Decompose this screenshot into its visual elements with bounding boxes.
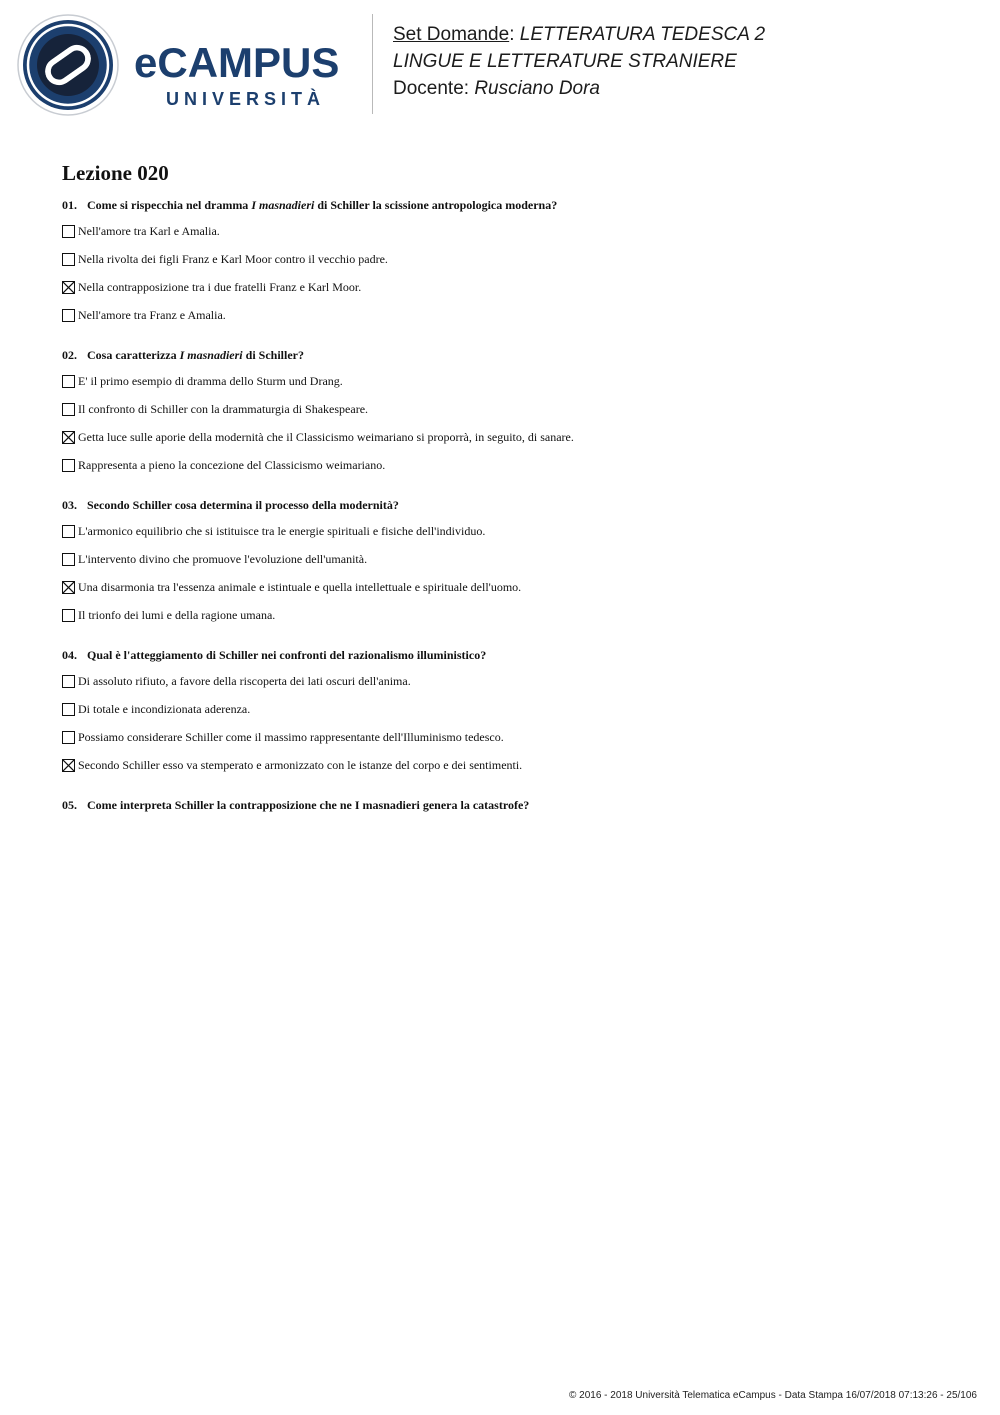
answer-text: Nell'amore tra Karl e Amalia. [78,223,220,238]
header-info [393,21,765,102]
ecampus-logo [16,14,356,116]
checkbox-icon[interactable] [62,459,75,472]
checkbox-icon[interactable] [62,403,75,416]
answer-text: Secondo Schiller esso va stemperato e armonizzato con le istanze del corpo e dei sentimenti. [78,757,523,772]
question-text-italic: I masnadieri [251,198,315,212]
question-text-b: di Schiller? [242,348,304,362]
question-number: 03. [62,498,77,512]
answer-option[interactable] [62,755,962,775]
question-text [62,197,962,213]
checkbox-icon[interactable] [62,731,75,744]
logo-subtitle: UNIVERSITÀ [166,89,326,109]
answer-text: Getta luce sulle aporie della modernità che il Classicismo weimariano si proporrà, in seguito, di sanare. [78,429,574,444]
question-01 [62,197,962,325]
answer-text: Rappresenta a pieno la concezione del Classicismo weimariano. [78,457,386,472]
docente-label: Docente: [393,78,470,99]
answer-option[interactable] [62,305,962,325]
checked-checkbox-icon[interactable] [62,759,75,772]
course-name: LINGUE E LETTERATURE STRANIERE [393,51,737,72]
checkbox-icon[interactable] [62,703,75,716]
question-text-b: di Schiller la scissione antropologica moderna? [314,198,558,212]
checkbox-icon[interactable] [62,375,75,388]
answer-text: Di totale e incondizionata aderenza. [78,701,251,716]
checkbox-icon[interactable] [62,225,75,238]
set-domande-line: Set Domande: LETTERATURA TEDESCA 2 [393,24,766,45]
answer-option[interactable] [62,455,962,475]
answer-text: Una disarmonia tra l'essenza animale e istintuale e quella intellettuale e spirituale dell'uomo. [78,579,522,594]
question-05 [62,797,962,813]
checkbox-icon[interactable] [62,525,75,538]
answer-text: Di assoluto rifiuto, a favore della riscoperta dei lati oscuri dell'anima. [78,673,411,688]
question-number: 01. [62,198,77,212]
checked-checkbox-icon[interactable] [62,581,75,594]
answer-option[interactable] [62,549,962,569]
answer-text: L'intervento divino che promuove l'evoluzione dell'umanità. [78,551,368,566]
question-text [62,797,962,813]
answer-option[interactable] [62,577,962,597]
question-text-a: Secondo Schiller cosa determina il processo della modernità? [87,498,399,512]
question-number: 05. [62,798,77,812]
answer-text: Il trionfo dei lumi e della ragione umana. [78,607,276,622]
checkbox-icon[interactable] [62,675,75,688]
question-number: 02. [62,348,77,362]
answer-option[interactable] [62,727,962,747]
answer-option[interactable] [62,399,962,419]
question-04 [62,647,962,775]
checkbox-icon[interactable] [62,553,75,566]
checkbox-icon[interactable] [62,309,75,322]
question-03 [62,497,962,625]
answer-option[interactable] [62,371,962,391]
docente-name: Rusciano Dora [474,78,600,99]
checkbox-icon[interactable] [62,253,75,266]
ecampus-seal-icon [18,15,118,115]
question-text [62,647,962,663]
header-divider [372,14,373,114]
answer-text: Il confronto di Schiller con la drammaturgia di Shakespeare. [78,401,369,416]
answer-option[interactable] [62,671,962,691]
question-list [62,197,962,835]
answer-text: L'armonico equilibrio che si istituisce tra le energie spirituali e fisiche dell'individuo. [78,523,486,538]
answer-option[interactable] [62,427,962,447]
checked-checkbox-icon[interactable] [62,281,75,294]
lesson-title: Lezione 020 [62,161,169,185]
question-text-italic: I masnadieri [179,348,243,362]
docente-line [393,75,765,102]
answer-text: Nella rivolta dei figli Franz e Karl Moor contro il vecchio padre. [78,251,388,266]
answer-text: Nella contrapposizione tra i due fratelli Franz e Karl Moor. [78,279,362,294]
question-number: 04. [62,648,77,662]
answer-option[interactable] [62,605,962,625]
answer-option[interactable] [62,249,962,269]
page-footer: © 2016 - 2018 Università Telematica eCampus - Data Stampa 16/07/2018 07:13:26 - 25/106 [569,1390,977,1401]
answer-text: Nell'amore tra Franz e Amalia. [78,307,226,322]
set-domande-label: Set Domande [393,24,510,45]
answer-option[interactable] [62,221,962,241]
question-02 [62,347,962,475]
answer-option[interactable] [62,699,962,719]
answer-option[interactable] [62,521,962,541]
question-text [62,497,962,513]
checkbox-icon[interactable] [62,609,75,622]
answer-text: Possiamo considerare Schiller come il massimo rappresentante dell'Illuminismo tedesco. [78,729,504,744]
question-text-a: Qual è l'atteggiamento di Schiller nei confronti del razionalismo illuministico? [87,648,487,662]
checked-checkbox-icon[interactable] [62,431,75,444]
answer-text: E' il primo esempio di dramma dello Sturm und Drang. [78,373,343,388]
question-text-a: Come si rispecchia nel dramma [87,198,252,212]
question-text [62,347,962,363]
question-text-a: Cosa caratterizza [87,348,180,362]
question-text-a: Come interpreta Schiller la contrapposizione che ne I masnadieri genera la catastrofe? [87,798,530,812]
logo-wordmark: eCAMPUS [134,39,340,86]
answer-option[interactable] [62,277,962,297]
set-title: LETTERATURA TEDESCA 2 [519,24,766,45]
